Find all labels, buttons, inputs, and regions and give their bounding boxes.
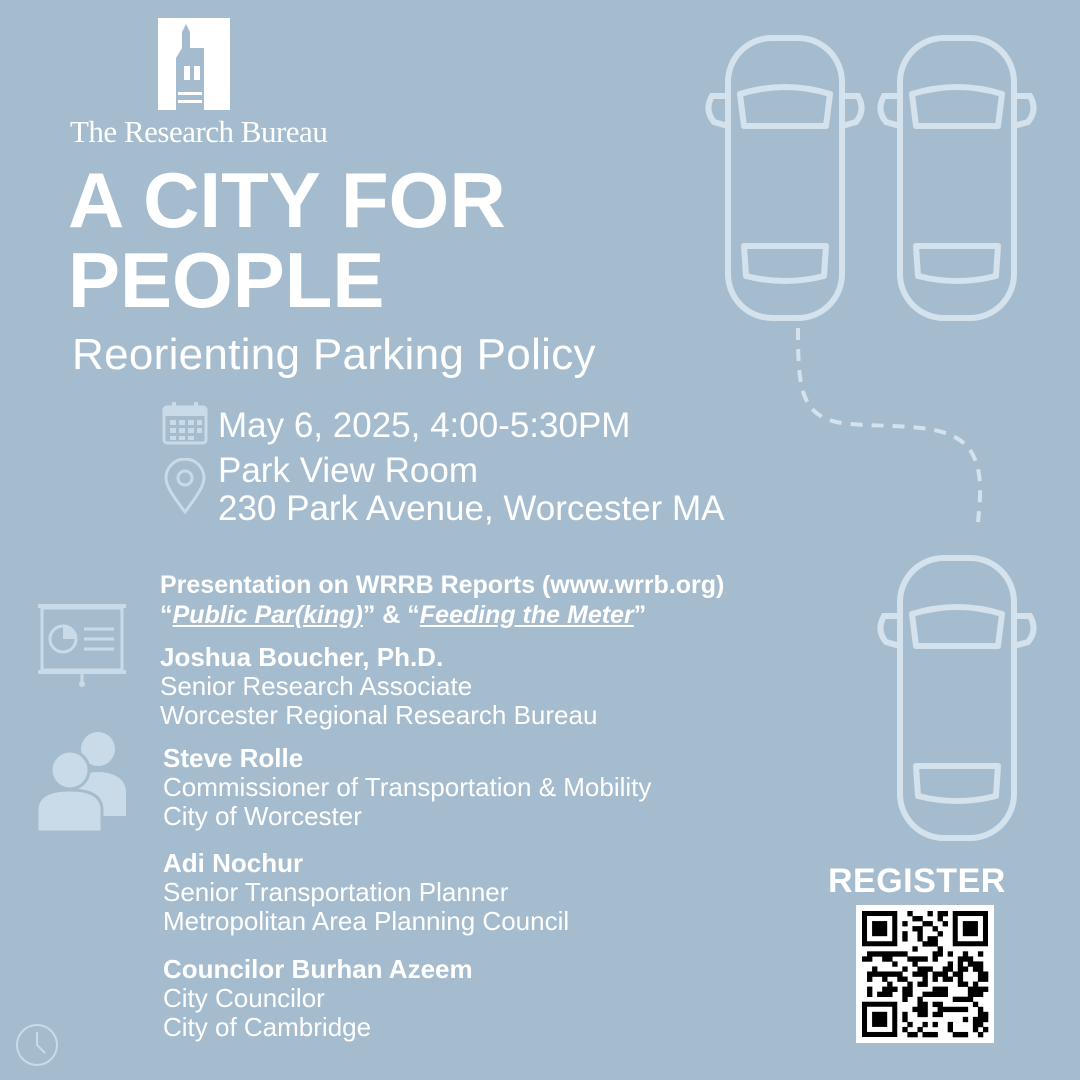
building-logo-icon (158, 18, 230, 110)
speaker-title: Senior Research Associate (160, 671, 473, 701)
presentation-reports: “Public Par(king)” & “Feeding the Meter” (160, 601, 647, 629)
speaker-name: Joshua Boucher, Ph.D. (160, 642, 444, 672)
speaker-org: Worcester Regional Research Bureau (160, 700, 598, 730)
register-label: REGISTER (828, 862, 1006, 900)
location-pin-icon (163, 458, 207, 514)
car-icon (708, 38, 861, 318)
car-icon (880, 38, 1033, 318)
register-qr-code[interactable] (856, 905, 994, 1043)
venue-room: Park View Room (218, 451, 479, 490)
speaker-title: City Councilor (163, 983, 325, 1013)
report-feeding-the-meter-link[interactable]: Feeding the Meter (419, 601, 634, 629)
speaker-3 (163, 849, 569, 936)
title-line-1: A CITY FOR (68, 156, 506, 244)
presentation-info (160, 570, 724, 630)
calendar-icon (162, 401, 208, 445)
speaker-org: City of Worcester (163, 801, 362, 831)
speaker-name: Adi Nochur (163, 848, 304, 878)
brand-name: The Research Bureau (70, 114, 328, 149)
speaker-title: Senior Transportation Planner (163, 877, 509, 907)
speaker-org: Metropolitan Area Planning Council (163, 906, 570, 936)
speaker-title: Commissioner of Transportation & Mobility (163, 772, 652, 802)
subtitle: Reorienting Parking Policy (72, 330, 596, 379)
speaker-2 (163, 744, 651, 831)
presentation-heading: Presentation on WRRB Reports (www.wrrb.org) (160, 571, 725, 599)
speaker-1 (160, 643, 597, 730)
presentation-board-icon (36, 602, 128, 688)
event-datetime: May 6, 2025, 4:00-5:30PM (218, 406, 631, 445)
clock-icon (14, 1022, 60, 1068)
event-venue (218, 452, 724, 528)
page-title (68, 156, 506, 324)
speaker-org: City of Cambridge (163, 1012, 372, 1042)
car-icon (880, 558, 1033, 838)
parking-illustration (700, 30, 1070, 850)
speaker-name: Steve Rolle (163, 743, 304, 773)
qr-code-image (856, 905, 994, 1043)
title-line-2: PEOPLE (68, 236, 385, 324)
people-icon (36, 730, 130, 834)
report-public-parking-link[interactable]: Public Par(king) (172, 601, 363, 629)
speaker-name: Councilor Burhan Azeem (163, 954, 473, 984)
venue-address: 230 Park Avenue, Worcester MA (218, 489, 725, 528)
speaker-4 (163, 955, 473, 1042)
